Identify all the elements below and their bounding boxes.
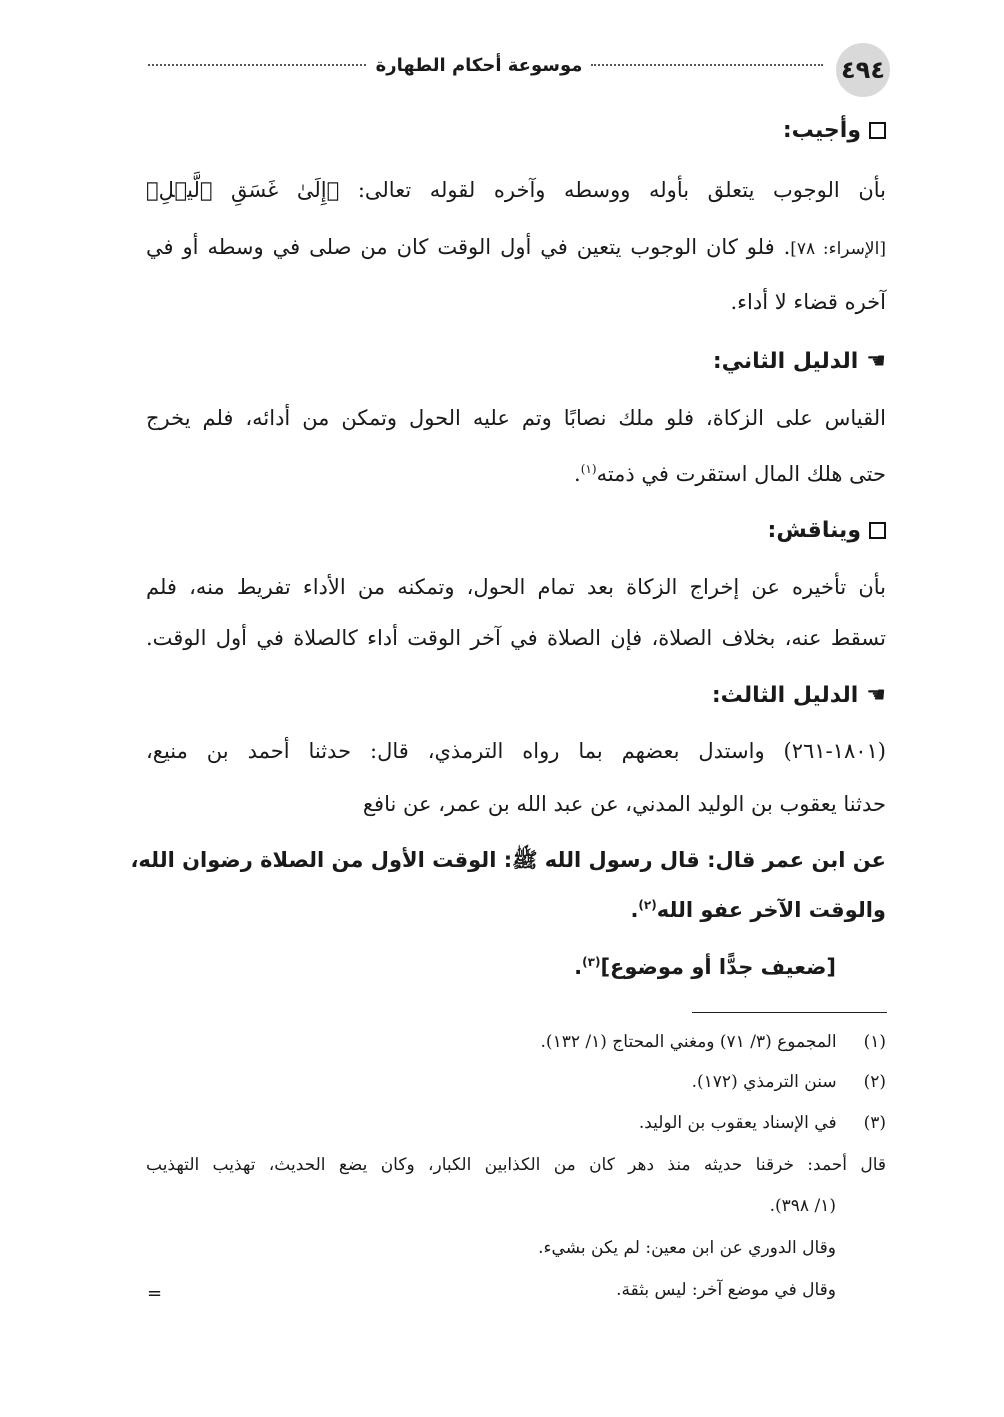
quran-reference: [الإسراء: ٧٨] bbox=[790, 239, 886, 259]
header-dotted-rule bbox=[148, 64, 366, 66]
footnote-continuation: وقال الدوري عن ابن معين: لم يكن بشيء. bbox=[538, 1238, 836, 1258]
footnote-ref: (٣) bbox=[582, 955, 601, 969]
footnote-continuation: قال أحمد: خرقنا حديثه منذ دهر كان من الكذابين الكبار، وكان يضع الحديث، تهذيب التهذيب bbox=[146, 1155, 886, 1175]
checkbox-square-icon bbox=[869, 122, 886, 139]
body-line: [الإسراء: ٧٨]. فلو كان الوجوب يتعين في أول الوقت كان من صلى في وسطه أو في bbox=[146, 235, 886, 259]
checkbox-square-icon bbox=[869, 522, 886, 539]
section-heading-reply: وأجيب: bbox=[146, 118, 886, 144]
footnote-continuation: (١/ ٣٩٨). bbox=[769, 1196, 836, 1216]
body-line: آخره قضاء لا أداء. bbox=[730, 290, 886, 314]
quran-verse: ﴿إِلَىٰ غَسَقِ ٱلَّيۡلِ﴾ bbox=[146, 178, 340, 202]
footnote: (٣) في الإسناد يعقوب بن الوليد. bbox=[638, 1113, 886, 1133]
continuation-mark: = bbox=[147, 1283, 163, 1304]
body-line: حدثنا يعقوب بن الوليد المدني، عن عبد الله بن عمر، عن نافع bbox=[362, 792, 886, 816]
body-line: (١٨٠١-٢٦١) واستدل بعضهم بما رواه الترمذي، قال: حدثنا أحمد بن منيع، bbox=[146, 739, 886, 763]
footnote-separator bbox=[692, 1012, 887, 1013]
pointing-hand-icon: ☚ bbox=[866, 349, 886, 374]
section-heading-second-proof: ☚الدليل الثاني: bbox=[712, 349, 886, 375]
footnote-ref: (١) bbox=[580, 462, 597, 476]
footnote: (٢) سنن الترمذي (١٧٢). bbox=[691, 1072, 886, 1092]
header-dotted-rule bbox=[591, 64, 823, 66]
section-heading-third-proof: ☚الدليل الثالث: bbox=[711, 683, 886, 709]
hadith-text: والوقت الآخر عفو الله$^{(٢)}$. bbox=[630, 898, 886, 922]
pointing-hand-icon: ☚ bbox=[866, 683, 886, 708]
hadith-text: عن ابن عمر قال: قال رسول الله ﷺ: الوقت الأول من الصلاة رضوان الله، bbox=[130, 848, 886, 872]
running-header-title: موسوعة أحكام الطهارة bbox=[375, 55, 583, 76]
body-line: بأن تأخيره عن إخراج الزكاة بعد تمام الحول، وتمكنه من الأداء تفريط منه، فلم bbox=[146, 575, 886, 599]
body-line: القياس على الزكاة، فلو ملك نصابًا وتم عليه الحول وتمكن من أدائه، فلم يخرج bbox=[146, 406, 886, 430]
footnote-ref: (٢) bbox=[638, 898, 657, 912]
section-heading-discussion: ويناقش: bbox=[146, 518, 886, 544]
body-line: حتى هلك المال استقرت في ذمته$^{(١)}$. bbox=[574, 462, 886, 486]
body-line: تسقط عنه، بخلاف الصلاة، فإن الصلاة في آخر الوقت أداء كالصلاة في أول الوقت. bbox=[146, 626, 886, 650]
page-number: ٤٩٤ bbox=[836, 43, 890, 97]
hadith-grading: [ضعيف جدًّا أو موضوع]$^{(٣)}$. bbox=[574, 955, 836, 979]
footnote: (١) المجموع (٣/ ٧١) ومغني المحتاج (١/ ١٣٢). bbox=[540, 1032, 886, 1052]
footnote-continuation: وقال في موضع آخر: ليس بثقة. bbox=[616, 1280, 836, 1300]
body-line: بأن الوجوب يتعلق بأوله ووسطه وآخره لقوله تعالى: ﴿إِلَىٰ غَسَقِ ٱلَّيۡلِ﴾ bbox=[146, 178, 886, 202]
